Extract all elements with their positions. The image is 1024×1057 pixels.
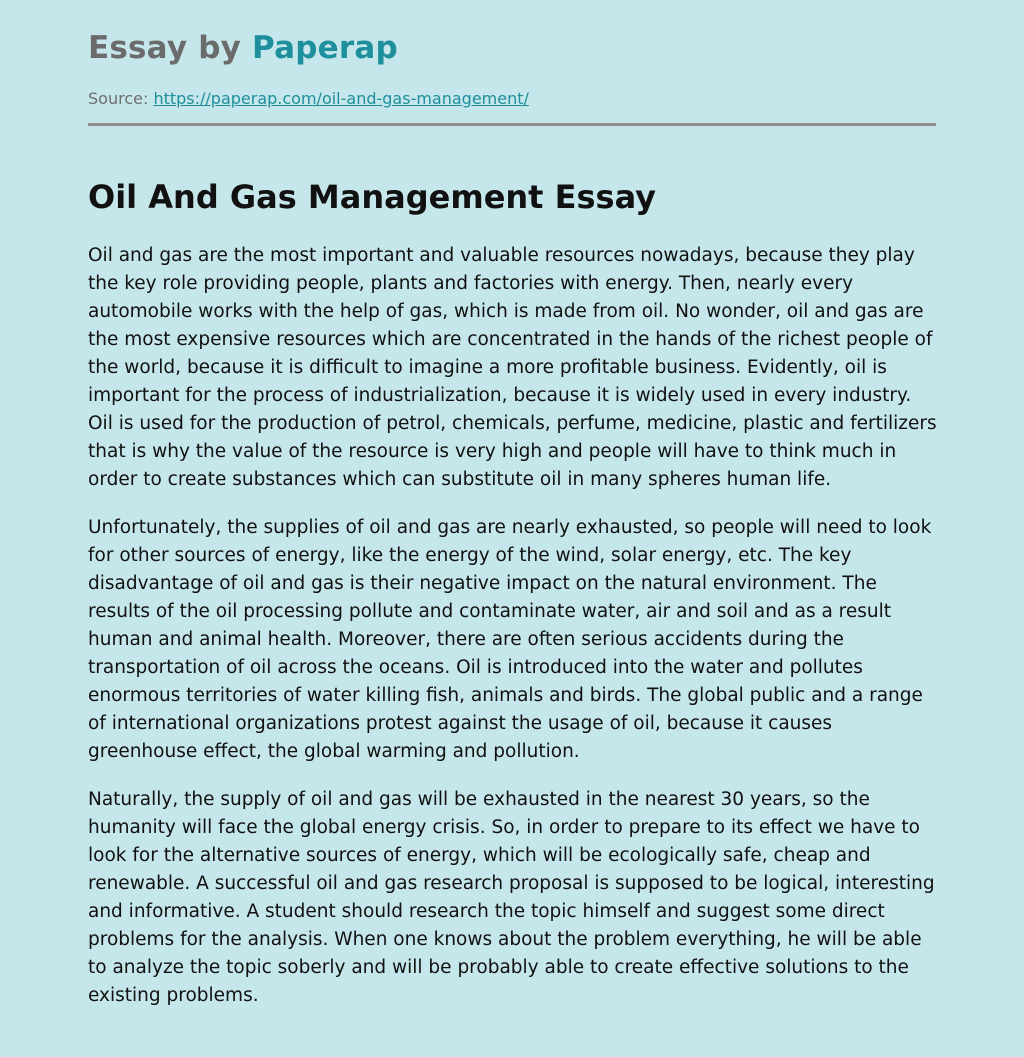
essay-paragraph-3: Naturally, the supply of oil and gas will be exhausted in the nearest 30 years, so the humanity will face the global energy crisis. So, in order to prepare to its effect we have to look for the alternative sources of energy, which will be ecologically safe, cheap and renewable. A successful oil and gas research proposal is supposed to be logical, interesting and informative. A student should research the topic himself and suggest some direct problems for the analysis. When one knows about the problem everything, he will be able to analyze the topic soberly and will be probably able to create effective solutions to the existing problems. xyxy=(88,789,935,1006)
essay-body xyxy=(88,242,940,1030)
essay-paragraph-1: Oil and gas are the most important and valuable resources nowadays, because they play the key role providing people, plants and factories with energy. Then, nearly every automobile works with the help of gas, which is made from oil. No wonder, oil and gas are the most expensive resources which are concentrated in the hands of the richest people of the world, because it is difficult to imagine a more profitable business. Evidently, oil is important for the process of industrialization, because it is widely used in every industry. Oil is used for the production of petrol, chemicals, perfume, medicine, plastic and fertilizers that is why the value of the resource is very high and people will have to think much in order to create substances which can substitute oil in many spheres human life. xyxy=(88,245,937,490)
brand-prefix: Essay by xyxy=(88,30,253,66)
source-line xyxy=(88,89,529,108)
source-link[interactable]: https://paperap.com/oil-and-gas-management/ xyxy=(153,89,529,108)
header-divider xyxy=(88,123,936,126)
source-label: Source: xyxy=(88,89,149,108)
essay-title: Oil And Gas Management Essay xyxy=(88,178,657,216)
essay-paragraph-2: Unfortunately, the supplies of oil and gas are nearly exhausted, so people will need to look for other sources of energy, like the energy of the wind, solar energy, etc. The key disadvantage of oil and gas is their negative impact on the natural environment. The results of the oil processing pollute and contaminate water, air and soil and as a result human and animal health. Moreover, there are often serious accidents during the transportation of oil across the oceans. Oil is introduced into the water and pollutes enormous territories of water killing fish, animals and birds. The global public and a range of international organizations protest against the usage of oil, because it causes greenhouse effect, the global warming and pollution. xyxy=(88,517,932,762)
brand-heading xyxy=(88,30,398,66)
brand-name: Paperap xyxy=(252,30,398,66)
